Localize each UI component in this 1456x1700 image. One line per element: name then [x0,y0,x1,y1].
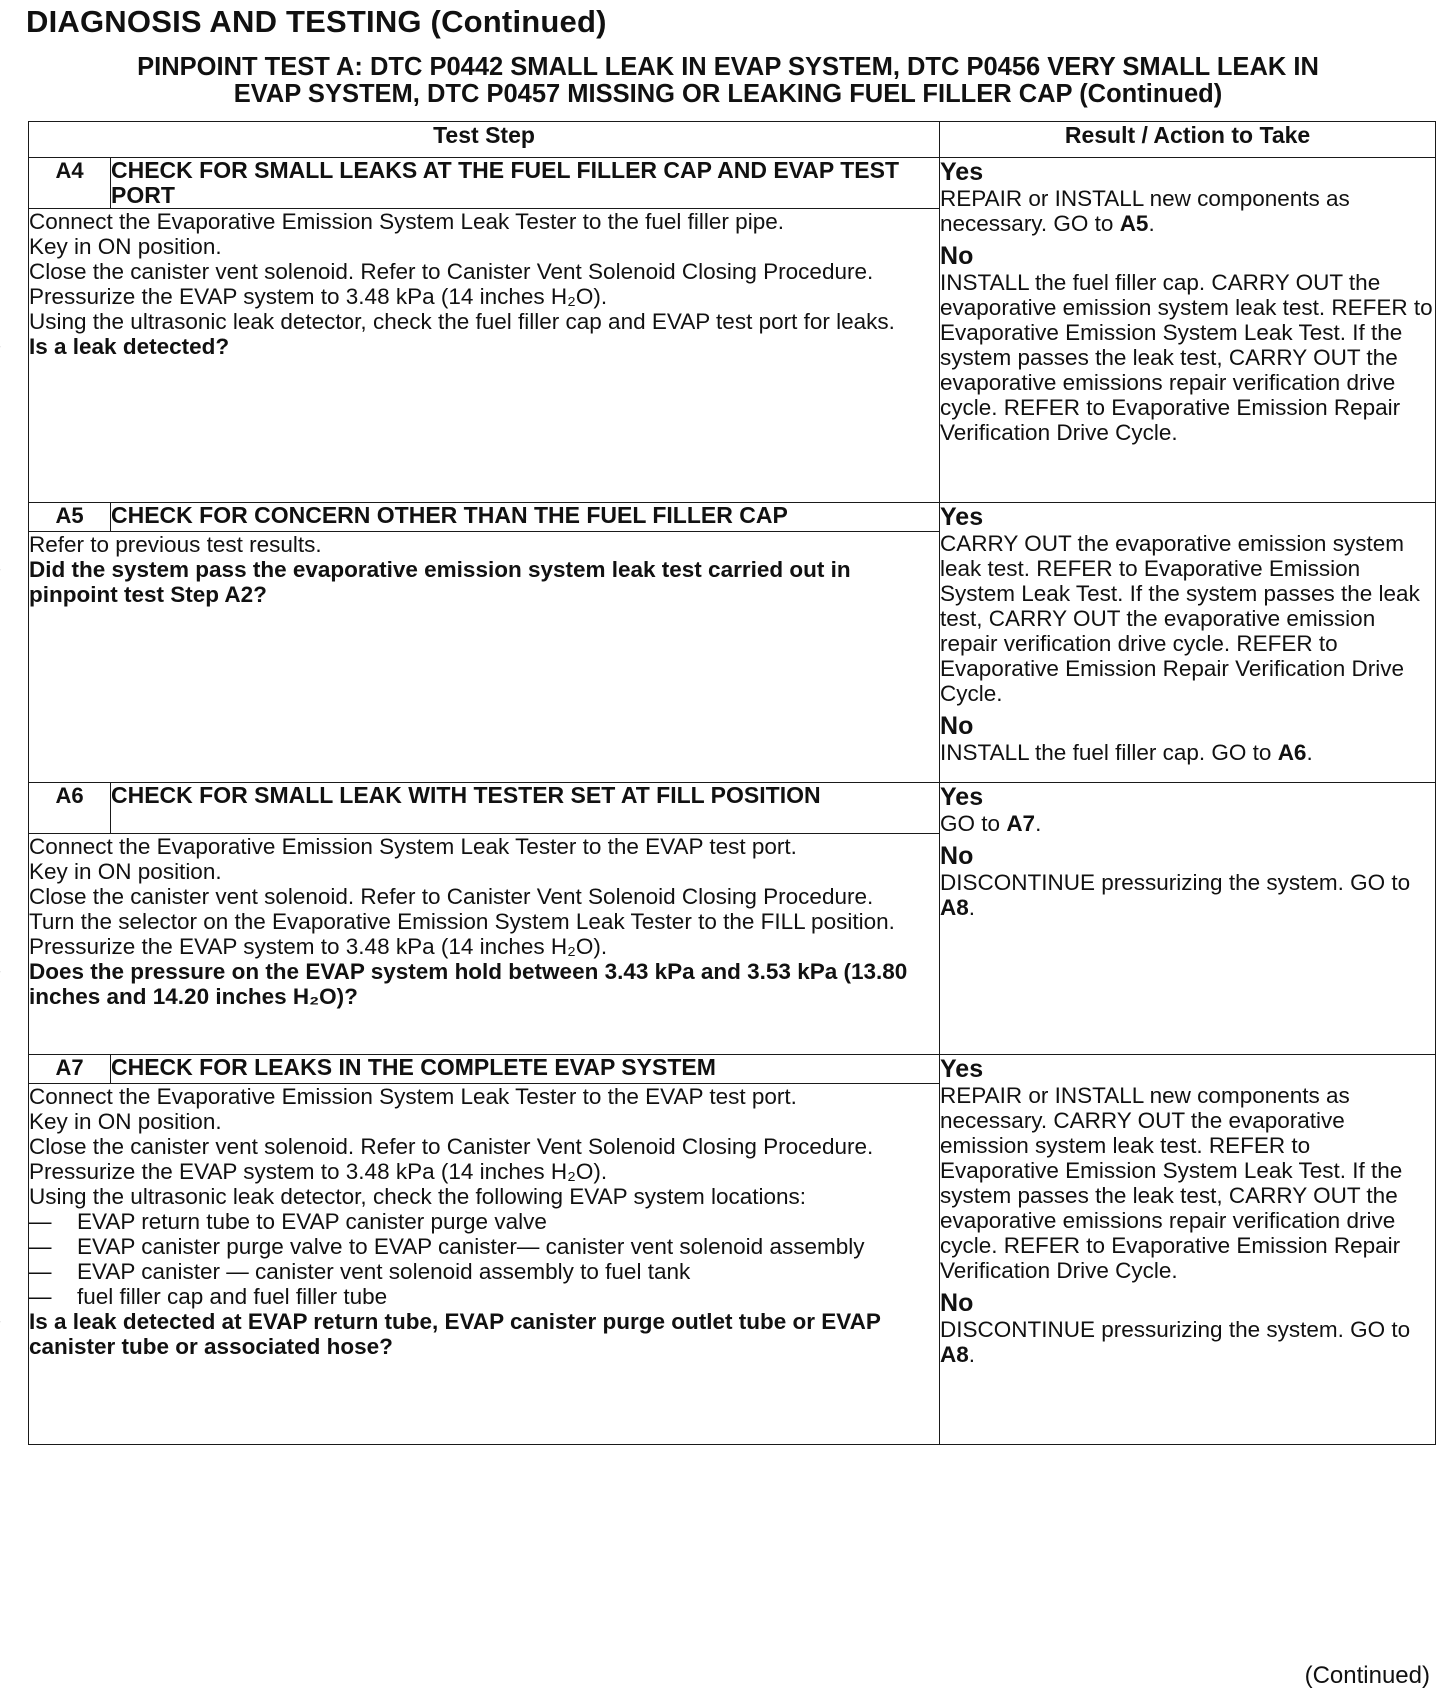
step-bullets [29,834,939,1009]
step-a7-title-row [29,1055,1436,1084]
step-a5-result [940,503,1436,783]
no-action: DISCONTINUE pressurizing the system. GO to A8. [940,1317,1411,1367]
step-id: A4 [29,158,111,209]
goto-step: A8 [940,1342,969,1367]
step-a4-body [29,209,940,503]
no-action: INSTALL the fuel filler cap. CARRY OUT the evaporative emission system leak test. REFER to Evaporative Emission System Leak Test. If the system passes the leak test, CARRY OUT the evaporative emissions repair verification drive cycle. REFER to Evaporative Emission Repair Verification Drive Cycle. [940,270,1433,445]
step-title: CHECK FOR LEAKS IN THE COMPLETE EVAP SYSTEM [111,1055,940,1084]
step-id: A7 [29,1055,111,1084]
list-item: • Connect the Evaporative Emission System Leak Tester to the fuel filler pipe. [29,209,939,234]
list-item: • Close the canister vent solenoid. Refer to Canister Vent Solenoid Closing Procedure. [29,884,939,909]
step-a6-title-row [29,783,1436,834]
step-a6-result [940,783,1436,1055]
no-label: No [940,1289,974,1317]
no-action: DISCONTINUE pressurizing the system. GO to A8. [940,870,1411,920]
list-item: • Using the ultrasonic leak detector, check the fuel filler cap and EVAP test port for leaks. [29,309,939,334]
column-header-result: Result / Action to Take [940,122,1436,158]
no-label: No [940,712,974,740]
goto-step: A8 [940,895,969,920]
step-a6-body [29,834,940,1055]
yes-action: CARRY OUT the evaporative emission system leak test. REFER to Evaporative Emission System Leak Test. If the system passes the leak test, CARRY OUT the evaporative emission repair verification drive cycle. REFER to Evaporative Emission Repair Verification Drive Cycle. [940,531,1420,706]
step-title: CHECK FOR CONCERN OTHER THAN THE FUEL FILLER CAP [111,503,940,532]
pinpoint-test-table [28,121,1436,1445]
step-a5-body [29,532,940,783]
list-item: • Connect the Evaporative Emission System Leak Tester to the EVAP test port. [29,834,939,859]
yes-action: REPAIR or INSTALL new components as necessary. CARRY OUT the evaporative emission system leak test. REFER to Evaporative Emission System Leak Test. If the system passes the leak test, CARRY OUT the evaporative emissions repair verification drive cycle. REFER to Evaporative Emission Repair Verification Drive Cycle. [940,1083,1403,1283]
step-question: • Is a leak detected? [29,334,939,359]
list-item: • Close the canister vent solenoid. Refer to Canister Vent Solenoid Closing Procedure. [29,259,939,284]
test-title-line-1: PINPOINT TEST A: DTC P0442 SMALL LEAK IN EVAP SYSTEM, DTC P0456 VERY SMALL LEAK IN [137,53,1319,81]
step-a7-body [29,1084,940,1445]
test-title-line-2: EVAP SYSTEM, DTC P0457 MISSING OR LEAKING FUEL FILLER CAP (Continued) [233,80,1223,108]
list-item: • Key in ON position. [29,859,939,884]
pinpoint-test-title [28,54,1428,108]
yes-label: Yes [940,1055,984,1083]
step-a5-title-row [29,503,1436,532]
yes-action: GO to A7. [940,811,1042,836]
yes-action: REPAIR or INSTALL new components as necessary. GO to A5. [940,186,1350,236]
yes-label: Yes [940,158,984,186]
list-item: • Close the canister vent solenoid. Refer to Canister Vent Solenoid Closing Procedure. [29,1134,939,1159]
step-title: CHECK FOR SMALL LEAKS AT THE FUEL FILLER CAP AND EVAP TEST PORT [111,158,940,209]
no-label: No [940,242,974,270]
list-item: • Refer to previous test results. [29,532,939,557]
goto-step: A7 [1006,811,1036,836]
sub-location-list [29,1209,939,1309]
step-bullets [29,532,939,607]
no-label: No [940,842,974,870]
step-question: • Did the system pass the evaporative emission system leak test carried out in pinpoint test Step A2? [29,557,939,607]
step-title: CHECK FOR SMALL LEAK WITH TESTER SET AT FILL POSITION [111,783,940,834]
yes-label: Yes [940,503,984,531]
page-title: DIAGNOSIS AND TESTING (Continued) [26,4,607,39]
goto-step: A5 [1119,211,1149,236]
table-header-row [29,122,1436,158]
step-bullets [29,209,939,359]
list-item: • Key in ON position. [29,234,939,259]
step-id: A6 [29,783,111,834]
goto-step: A6 [1277,740,1307,765]
list-item: • Turn the selector on the Evaporative Emission System Leak Tester to the FILL position. [29,909,939,934]
yes-label: Yes [940,783,984,811]
sub-list-item: — fuel filler cap and fuel filler tube [77,1284,939,1309]
step-question: • Does the pressure on the EVAP system hold between 3.43 kPa and 3.53 kPa (13.80 inches and 14.20 inches H₂O)? [29,959,939,1009]
continued-footer: (Continued) [1304,1662,1430,1689]
list-item: • Using the ultrasonic leak detector, check the following EVAP system locations: — EVAP return tube to EVAP canister purge valve — EVAP canister purge valve to EVAP canister— canister vent solenoid assembly — EVAP canister — canister vent solenoid assembly to fuel tank — fuel filler cap and fuel filler tube [29,1184,939,1309]
sub-list-item: — EVAP return tube to EVAP canister purge valve [77,1209,939,1234]
step-a4-result [940,158,1436,503]
list-item: • Pressurize the EVAP system to 3.48 kPa (14 inches H₂O). [29,1159,939,1184]
step-question: • Is a leak detected at EVAP return tube, EVAP canister purge outlet tube or EVAP canister tube or associated hose? [29,1309,939,1359]
list-item: • Connect the Evaporative Emission System Leak Tester to the EVAP test port. [29,1084,939,1109]
list-item: • Pressurize the EVAP system to 3.48 kPa (14 inches H₂O). [29,284,939,309]
no-action: INSTALL the fuel filler cap. GO to A6. [940,740,1313,765]
step-a7-result [940,1055,1436,1445]
list-item: • Pressurize the EVAP system to 3.48 kPa (14 inches H₂O). [29,934,939,959]
sub-list-item: — EVAP canister purge valve to EVAP canister— canister vent solenoid assembly [77,1234,939,1259]
list-item: • Key in ON position. [29,1109,939,1134]
column-header-test-step: Test Step [29,122,940,158]
step-a4-title-row [29,158,1436,209]
step-bullets [29,1084,939,1359]
step-id: A5 [29,503,111,532]
sub-list-item: — EVAP canister — canister vent solenoid assembly to fuel tank [77,1259,939,1284]
